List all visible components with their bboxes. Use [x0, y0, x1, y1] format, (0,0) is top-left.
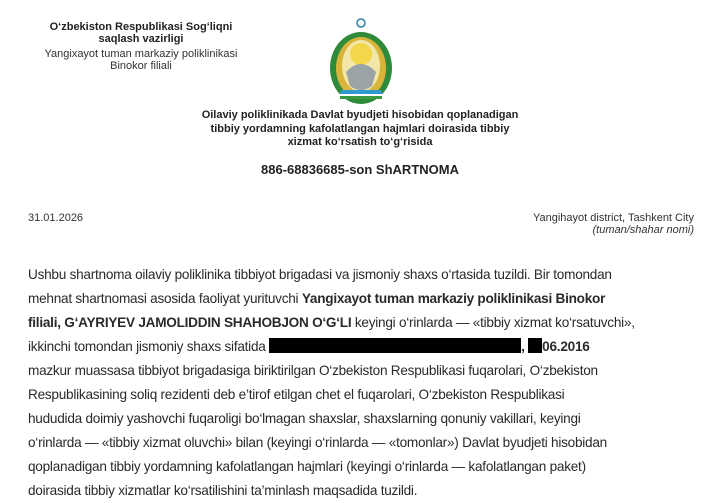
- body-line: qoplanadigan tibbiy yordamning kafolatlangan hajmlari (keyingi o‘rinlarda — kafolatlangan paket): [28, 459, 586, 474]
- document-title: [160, 109, 560, 150]
- body-text: mehnat shartnomasi asosida faoliyat yurituvchi: [28, 291, 302, 306]
- body-line: hududida doimiy yashovchi fuqaroligi bo‘lmagan shaxslar, shaxslarning qonuniy vakillari, keyingi: [28, 411, 581, 426]
- title-line: Oilaviy poliklinikada Davlat byudjeti hisobidan qoplanadigan: [201, 109, 519, 121]
- redacted-birth-day: [528, 338, 542, 353]
- redacted-patient-name: [269, 338, 521, 353]
- body-line: mazkur muassasa tibbiyot brigadasiga biriktirilgan O‘zbekiston Respublikasi fuqarolari, O‘zbekiston: [28, 363, 598, 378]
- contract-date: 31.01.2026: [28, 212, 84, 224]
- body-line: Respublikasining soliq rezidenti deb e’tirof etilgan chet el fuqarolari, O‘zbekiston Respublikasi: [28, 387, 565, 402]
- contract-preamble: [28, 263, 698, 503]
- institution-name-line1: Yangixayot tuman markaziy poliklinikasi: [44, 48, 238, 60]
- body-line: [28, 311, 698, 335]
- separator: ,: [521, 339, 529, 354]
- contract-number: 886-68836685-son ShARTNOMA: [261, 162, 459, 177]
- patient-birth-date: 06.2016: [542, 339, 590, 354]
- body-line: [28, 335, 698, 359]
- provider-name: Yangixayot tuman markaziy poliklinikasi Binokor: [301, 291, 606, 306]
- place-hint: (tuman/shahar nomi): [592, 224, 694, 236]
- ministry-name-line1: O‘zbekiston Respublikasi Sog‘liqni: [49, 21, 233, 33]
- body-line: [28, 287, 698, 311]
- ministry-name-line2: saqlash vazirligi: [98, 32, 184, 45]
- institution-name-line2: Binokor filiali: [110, 59, 172, 72]
- provider-representative: filiali, G‘AYRIYEV JAMOLIDDIN SHAHOBJON O‘G‘LI: [28, 315, 352, 330]
- body-text: ikkinchi tomondan jismoniy shaxs sifatida: [28, 339, 270, 354]
- body-line: o‘rinlarda — «tibbiy xizmat oluvchi» bilan (keyingi o‘rinlarda — «tomonlar») Davlat byudjeti hisobidan: [28, 435, 607, 450]
- body-line: doirasida tibbiy xizmatlar ko‘rsatilishini ta’minlash maqsadida tuzildi.: [28, 483, 418, 498]
- title-line: tibbiy yordamning kafolatlangan hajmlari doirasida tibbiy: [210, 122, 510, 135]
- title-line: xizmat ko‘rsatish to‘g‘risida: [287, 136, 433, 148]
- body-text: keyingi o‘rinlarda — «tibbiy xizmat ko‘rsatuvchi»,: [351, 315, 635, 330]
- issuer-header: [30, 22, 252, 72]
- place-name: Yangihayot district, Tashkent City: [532, 212, 694, 224]
- state-emblem-icon: [326, 16, 396, 108]
- body-line: Ushbu shartnoma oilaviy poliklinika tibbiyot brigadasi va jismoniy shaxs o‘rtasida tuzildi. Bir tomondan: [28, 267, 612, 282]
- contract-place: [533, 212, 694, 236]
